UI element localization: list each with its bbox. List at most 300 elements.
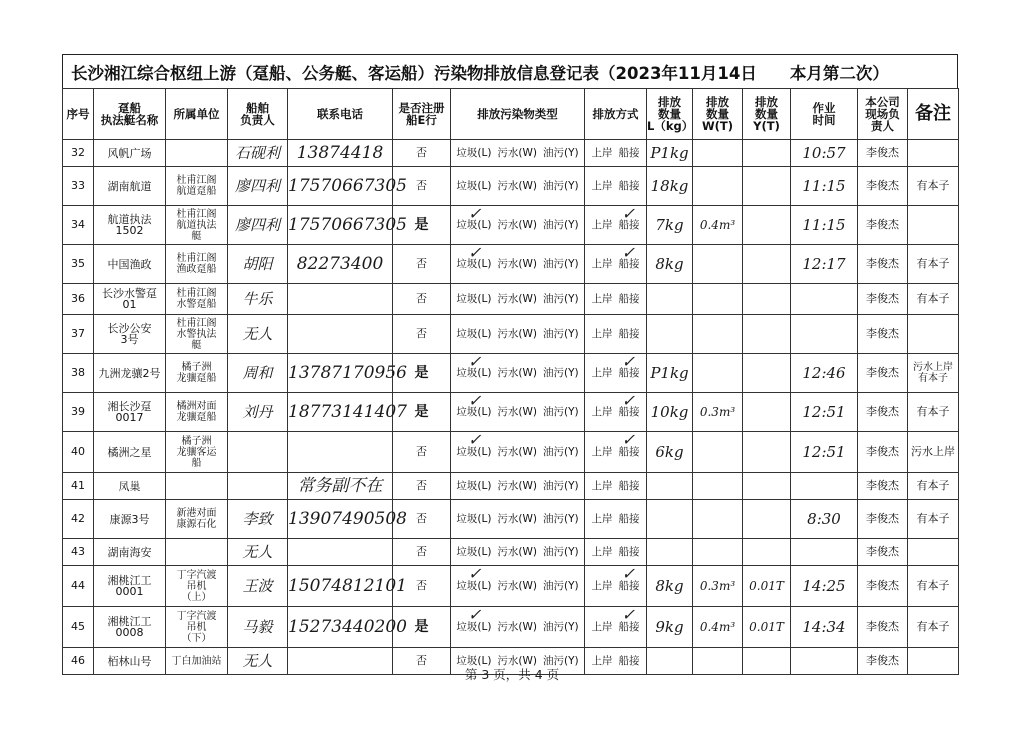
handwritten-check-mark: ✓: [621, 564, 635, 583]
cell-unit: 杜甫江阁 航道执法 艇: [166, 206, 228, 245]
cell-unit: 橘子洲 龙骧客运 船: [166, 432, 228, 473]
cell-qty-w: 0.4m³: [693, 607, 743, 648]
cell-pollutant-types: [451, 393, 585, 432]
cell-time: 11:15: [791, 206, 858, 245]
cell-unit: 杜甫江阁 航道趸船: [166, 167, 228, 206]
cell-qty-w: [693, 284, 743, 315]
cell-pollutant-types: [451, 245, 585, 284]
method-label: 上岸: [591, 293, 613, 305]
cell-qty-l: [647, 315, 693, 354]
cell-phone: 15273440200: [288, 607, 393, 648]
cell-staff: 李俊杰: [858, 284, 908, 315]
pollutant-type-label: 污水(W): [497, 546, 537, 558]
table-row: [63, 539, 959, 566]
cell-method: [585, 500, 647, 539]
method-label: 船接: [618, 546, 640, 558]
cell-unit: [166, 539, 228, 566]
cell-remark: 污水上岸: [908, 432, 959, 473]
cell-qty-l: 7kg: [647, 206, 693, 245]
cell-staff: 李俊杰: [858, 393, 908, 432]
cell-staff: 李俊杰: [858, 206, 908, 245]
cell-registered: 否: [393, 167, 451, 206]
cell-remark: 有本子: [908, 167, 959, 206]
table-row: [63, 473, 959, 500]
cell-remark: 有本子: [908, 245, 959, 284]
pollutant-type-label: 污水(W): [497, 513, 537, 525]
method-label: 上岸: [591, 367, 613, 379]
cell-captain: 周和: [228, 354, 288, 393]
cell-qty-l: P1kg: [647, 140, 693, 167]
cell-ship-name: 橘洲之星: [94, 432, 166, 473]
pollutant-type-label: 污水(W): [497, 367, 537, 379]
table-row: [63, 245, 959, 284]
cell-remark: [908, 539, 959, 566]
cell-staff: 李俊杰: [858, 354, 908, 393]
cell-qty-l: 6kg: [647, 432, 693, 473]
handwritten-check-mark: ✓: [621, 605, 635, 624]
cell-qty-w: [693, 473, 743, 500]
cell-staff: 李俊杰: [858, 539, 908, 566]
table-row: [63, 354, 959, 393]
cell-phone: [288, 432, 393, 473]
pollutant-type-label: 垃圾(L): [456, 293, 492, 305]
handwritten-check-mark: ✓: [621, 430, 635, 449]
pollutant-type-label: 污水(W): [497, 580, 537, 592]
cell-pollutant-types: [451, 432, 585, 473]
cell-qty-l: 8kg: [647, 245, 693, 284]
cell-seq: 40: [63, 432, 94, 473]
cell-method: [585, 393, 647, 432]
cell-staff: 李俊杰: [858, 607, 908, 648]
cell-qty-y: [743, 315, 791, 354]
table-body: [63, 140, 959, 675]
cell-phone: 82273400: [288, 245, 393, 284]
cell-phone: 17570667305: [288, 206, 393, 245]
cell-unit: [166, 140, 228, 167]
pollutant-type-label: 污水(W): [497, 446, 537, 458]
table-row: [63, 206, 959, 245]
cell-unit: [166, 473, 228, 500]
cell-qty-y: [743, 473, 791, 500]
cell-qty-w: [693, 500, 743, 539]
cell-time: 12:51: [791, 432, 858, 473]
header-ship-name: 趸船 执法艇名称: [94, 89, 166, 140]
header-pollutant-type: 排放污染物类型: [451, 89, 585, 140]
cell-qty-l: 9kg: [647, 607, 693, 648]
cell-method: [585, 473, 647, 500]
method-label: 船接: [618, 258, 640, 270]
table-row: [63, 140, 959, 167]
pollutant-type-label: 污水(W): [497, 621, 537, 633]
handwritten-check-mark: ✓: [468, 243, 482, 262]
cell-ship-name: 康源3号: [94, 500, 166, 539]
table-row: [63, 500, 959, 539]
cell-seq: 37: [63, 315, 94, 354]
cell-registered: 是: [393, 607, 451, 648]
page-footer: 第 3 页，共 4 页: [464, 667, 560, 682]
cell-seq: 32: [63, 140, 94, 167]
cell-method: [585, 354, 647, 393]
cell-method: [585, 206, 647, 245]
cell-registered: 否: [393, 648, 451, 675]
header-unit: 所属单位: [166, 89, 228, 140]
cell-registered: 否: [393, 566, 451, 607]
pollutant-type-label: 油污(Y): [543, 293, 579, 305]
cell-captain: 无人: [228, 648, 288, 675]
pollutant-type-label: 垃圾(L): [456, 328, 492, 340]
cell-remark: [908, 140, 959, 167]
cell-qty-y: [743, 539, 791, 566]
method-label: 船接: [618, 328, 640, 340]
table-row: [63, 167, 959, 206]
pollutant-type-label: 垃圾(L): [456, 147, 492, 159]
pollutant-type-label: 污水(W): [497, 655, 537, 667]
pollutant-type-label: 油污(Y): [543, 513, 579, 525]
pollutant-type-label: 油污(Y): [543, 480, 579, 492]
cell-captain: 胡阳: [228, 245, 288, 284]
cell-seq: 46: [63, 648, 94, 675]
cell-pollutant-types: [451, 206, 585, 245]
cell-captain: [228, 432, 288, 473]
cell-unit: 橘洲对面 龙骧趸船: [166, 393, 228, 432]
cell-captain: 牛乐: [228, 284, 288, 315]
pollutant-type-label: 垃圾(L): [456, 621, 492, 633]
cell-pollutant-types: [451, 473, 585, 500]
cell-method: [585, 566, 647, 607]
method-label: 上岸: [591, 513, 613, 525]
pollutant-type-label: 污水(W): [497, 328, 537, 340]
method-label: 上岸: [591, 219, 613, 231]
header-phone: 联系电话: [288, 89, 393, 140]
cell-time: 12:46: [791, 354, 858, 393]
cell-remark: 有本子: [908, 607, 959, 648]
table-row: [63, 607, 959, 648]
pollutant-type-label: 污水(W): [497, 219, 537, 231]
handwritten-check-mark: ✓: [621, 204, 635, 223]
cell-registered: 否: [393, 473, 451, 500]
method-label: 上岸: [591, 580, 613, 592]
cell-ship-name: 航道执法 1502: [94, 206, 166, 245]
cell-pollutant-types: [451, 315, 585, 354]
cell-qty-w: [693, 539, 743, 566]
cell-phone: 17570667305: [288, 167, 393, 206]
cell-seq: 45: [63, 607, 94, 648]
cell-qty-l: 10kg: [647, 393, 693, 432]
pollutant-type-label: 垃圾(L): [456, 446, 492, 458]
cell-time: 11:15: [791, 167, 858, 206]
method-label: 上岸: [591, 546, 613, 558]
cell-qty-y: [743, 284, 791, 315]
pollutant-type-label: 油污(Y): [543, 406, 579, 418]
cell-registered: 否: [393, 140, 451, 167]
cell-phone: 常务副不在: [288, 473, 393, 500]
cell-captain: 李致: [228, 500, 288, 539]
cell-pollutant-types: [451, 500, 585, 539]
cell-seq: 44: [63, 566, 94, 607]
cell-qty-y: [743, 432, 791, 473]
pollutant-type-label: 油污(Y): [543, 219, 579, 231]
table-row: [63, 393, 959, 432]
cell-phone: [288, 315, 393, 354]
cell-ship-name: 中国渔政: [94, 245, 166, 284]
cell-registered: 否: [393, 539, 451, 566]
cell-staff: 李俊杰: [858, 167, 908, 206]
cell-ship-name: 湖南海安: [94, 539, 166, 566]
cell-time: 8:30: [791, 500, 858, 539]
registration-table: [62, 88, 959, 675]
header-qty-l: 排放 数量 L（kg）: [647, 89, 693, 140]
pollutant-type-label: 污水(W): [497, 180, 537, 192]
cell-captain: 石砚利: [228, 140, 288, 167]
pollutant-type-label: 油污(Y): [543, 655, 579, 667]
cell-unit: 丁白加油站: [166, 648, 228, 675]
cell-pollutant-types: [451, 284, 585, 315]
cell-ship-name: 湘长沙趸0017: [94, 393, 166, 432]
cell-phone: 13787170956: [288, 354, 393, 393]
cell-unit: 丁字汽渡 吊机 （下）: [166, 607, 228, 648]
pollutant-type-label: 污水(W): [497, 258, 537, 270]
method-label: 上岸: [591, 328, 613, 340]
pollutant-type-label: 垃圾(L): [456, 480, 492, 492]
cell-qty-w: 0.4m³: [693, 206, 743, 245]
cell-phone: [288, 539, 393, 566]
cell-captain: 刘丹: [228, 393, 288, 432]
cell-time: 14:25: [791, 566, 858, 607]
cell-registered: 是: [393, 354, 451, 393]
header-row: [63, 89, 959, 140]
cell-seq: 39: [63, 393, 94, 432]
pollutant-type-label: 油污(Y): [543, 546, 579, 558]
cell-captain: [228, 473, 288, 500]
cell-ship-name: 长沙水警趸 01: [94, 284, 166, 315]
cell-remark: 有本子: [908, 566, 959, 607]
header-time: 作业 时间: [791, 89, 858, 140]
cell-registered: 否: [393, 284, 451, 315]
pollutant-type-label: 油污(Y): [543, 328, 579, 340]
cell-registered: 是: [393, 206, 451, 245]
cell-method: [585, 539, 647, 566]
cell-remark: 有本子: [908, 284, 959, 315]
cell-ship-name: 长沙公安 3号: [94, 315, 166, 354]
method-label: 船接: [618, 580, 640, 592]
pollutant-type-label: 污水(W): [497, 406, 537, 418]
cell-seq: 34: [63, 206, 94, 245]
cell-pollutant-types: [451, 566, 585, 607]
cell-ship-name: 九洲龙骧2号: [94, 354, 166, 393]
cell-remark: [908, 315, 959, 354]
cell-unit: 丁字汽渡 吊机 （上）: [166, 566, 228, 607]
cell-qty-w: [693, 245, 743, 284]
cell-seq: 36: [63, 284, 94, 315]
cell-qty-l: [647, 500, 693, 539]
pollutant-type-label: 垃圾(L): [456, 546, 492, 558]
method-label: 船接: [618, 621, 640, 633]
handwritten-check-mark: ✓: [468, 564, 482, 583]
cell-seq: 41: [63, 473, 94, 500]
cell-time: [791, 315, 858, 354]
cell-qty-l: [647, 473, 693, 500]
cell-qty-l: 8kg: [647, 566, 693, 607]
table-row: [63, 284, 959, 315]
cell-ship-name: 凤巢: [94, 473, 166, 500]
cell-seq: 42: [63, 500, 94, 539]
pollutant-type-label: 油污(Y): [543, 180, 579, 192]
method-label: 上岸: [591, 147, 613, 159]
cell-time: 12:17: [791, 245, 858, 284]
pollutant-type-label: 油污(Y): [543, 258, 579, 270]
cell-qty-y: [743, 140, 791, 167]
header-remark: 备注: [908, 89, 959, 140]
cell-registered: 否: [393, 500, 451, 539]
pollutant-type-label: 垃圾(L): [456, 180, 492, 192]
cell-staff: 李俊杰: [858, 140, 908, 167]
header-qty-y: 排放 数量 Y(T): [743, 89, 791, 140]
method-label: 船接: [618, 293, 640, 305]
cell-seq: 35: [63, 245, 94, 284]
cell-ship-name: 湘桃江工 0001: [94, 566, 166, 607]
cell-method: [585, 167, 647, 206]
cell-time: [791, 539, 858, 566]
pollutant-type-label: 垃圾(L): [456, 219, 492, 231]
method-label: 船接: [618, 367, 640, 379]
header-registered: 是否注册 船E行: [393, 89, 451, 140]
header-seq: 序号: [63, 89, 94, 140]
method-label: 船接: [618, 513, 640, 525]
pollutant-type-label: 垃圾(L): [456, 258, 492, 270]
method-label: 上岸: [591, 180, 613, 192]
cell-staff: 李俊杰: [858, 245, 908, 284]
cell-method: [585, 607, 647, 648]
cell-qty-w: 0.3m³: [693, 566, 743, 607]
handwritten-check-mark: ✓: [468, 430, 482, 449]
cell-captain: 王波: [228, 566, 288, 607]
cell-unit: 新港对面 康源石化: [166, 500, 228, 539]
cell-qty-y: [743, 206, 791, 245]
handwritten-check-mark: ✓: [621, 243, 635, 262]
method-label: 船接: [618, 406, 640, 418]
pollutant-type-label: 油污(Y): [543, 580, 579, 592]
cell-qty-y: 0.01T: [743, 607, 791, 648]
cell-staff: 李俊杰: [858, 500, 908, 539]
method-label: 上岸: [591, 258, 613, 270]
cell-qty-y: [743, 500, 791, 539]
cell-qty-w: [693, 432, 743, 473]
cell-phone: 18773141407: [288, 393, 393, 432]
pollutant-type-label: 油污(Y): [543, 367, 579, 379]
pollutant-type-label: 垃圾(L): [456, 406, 492, 418]
pollutant-type-label: 污水(W): [497, 480, 537, 492]
cell-remark: 污水上岸 有本子: [908, 354, 959, 393]
cell-phone: 15074812101: [288, 566, 393, 607]
cell-qty-l: [647, 539, 693, 566]
method-label: 上岸: [591, 480, 613, 492]
cell-remark: 有本子: [908, 500, 959, 539]
cell-remark: 有本子: [908, 473, 959, 500]
pollutant-type-label: 垃圾(L): [456, 513, 492, 525]
method-label: 船接: [618, 219, 640, 231]
method-label: 船接: [618, 180, 640, 192]
cell-seq: 38: [63, 354, 94, 393]
table-row: [63, 566, 959, 607]
method-label: 船接: [618, 446, 640, 458]
method-label: 船接: [618, 480, 640, 492]
cell-phone: 13874418: [288, 140, 393, 167]
cell-staff: 李俊杰: [858, 432, 908, 473]
method-label: 上岸: [591, 655, 613, 667]
cell-captain: 廖四利: [228, 167, 288, 206]
pollutant-type-label: 油污(Y): [543, 621, 579, 633]
cell-method: [585, 140, 647, 167]
cell-method: [585, 284, 647, 315]
cell-time: [791, 284, 858, 315]
header-method: 排放方式: [585, 89, 647, 140]
cell-pollutant-types: [451, 140, 585, 167]
cell-registered: 否: [393, 315, 451, 354]
handwritten-check-mark: ✓: [468, 391, 482, 410]
form-title: 长沙湘江综合枢纽上游（趸船、公务艇、客运船）污染物排放信息登记表（2023年11月14日 本月第二次）: [62, 54, 958, 88]
cell-qty-w: [693, 167, 743, 206]
cell-seq: 33: [63, 167, 94, 206]
cell-staff: 李俊杰: [858, 566, 908, 607]
cell-ship-name: 湘桃江工 0008: [94, 607, 166, 648]
cell-unit: 杜甫江阁 水警执法 艇: [166, 315, 228, 354]
cell-pollutant-types: [451, 167, 585, 206]
cell-seq: 43: [63, 539, 94, 566]
handwritten-check-mark: ✓: [621, 391, 635, 410]
pollutant-type-label: 垃圾(L): [456, 367, 492, 379]
header-captain: 船舶 负责人: [228, 89, 288, 140]
cell-time: [791, 473, 858, 500]
cell-time: 10:57: [791, 140, 858, 167]
cell-staff: 李俊杰: [858, 315, 908, 354]
handwritten-check-mark: ✓: [621, 352, 635, 371]
cell-captain: 廖四利: [228, 206, 288, 245]
pollutant-type-label: 油污(Y): [543, 446, 579, 458]
cell-ship-name: 风帆广场: [94, 140, 166, 167]
cell-registered: 否: [393, 245, 451, 284]
pollutant-type-label: 垃圾(L): [456, 580, 492, 592]
cell-qty-y: [743, 354, 791, 393]
cell-captain: 无人: [228, 315, 288, 354]
cell-method: [585, 315, 647, 354]
cell-qty-y: [743, 245, 791, 284]
cell-qty-y: [743, 393, 791, 432]
handwritten-check-mark: ✓: [468, 605, 482, 624]
cell-unit: 杜甫江阁 水警趸船: [166, 284, 228, 315]
method-label: 上岸: [591, 446, 613, 458]
cell-qty-l: [647, 284, 693, 315]
cell-phone: 13907490508: [288, 500, 393, 539]
cell-qty-w: [693, 354, 743, 393]
method-label: 上岸: [591, 621, 613, 633]
pollutant-type-label: 油污(Y): [543, 147, 579, 159]
cell-staff: 李俊杰: [858, 473, 908, 500]
cell-registered: 否: [393, 432, 451, 473]
cell-qty-w: [693, 315, 743, 354]
cell-registered: 是: [393, 393, 451, 432]
cell-captain: 无人: [228, 539, 288, 566]
handwritten-check-mark: ✓: [468, 352, 482, 371]
method-label: 船接: [618, 147, 640, 159]
cell-ship-name: 湖南航道: [94, 167, 166, 206]
cell-qty-w: 0.3m³: [693, 393, 743, 432]
cell-captain: 马毅: [228, 607, 288, 648]
cell-time: 12:51: [791, 393, 858, 432]
cell-pollutant-types: [451, 607, 585, 648]
cell-qty-y: 0.01T: [743, 566, 791, 607]
pollutant-type-label: 垃圾(L): [456, 655, 492, 667]
cell-staff: 李俊杰: [858, 648, 908, 675]
